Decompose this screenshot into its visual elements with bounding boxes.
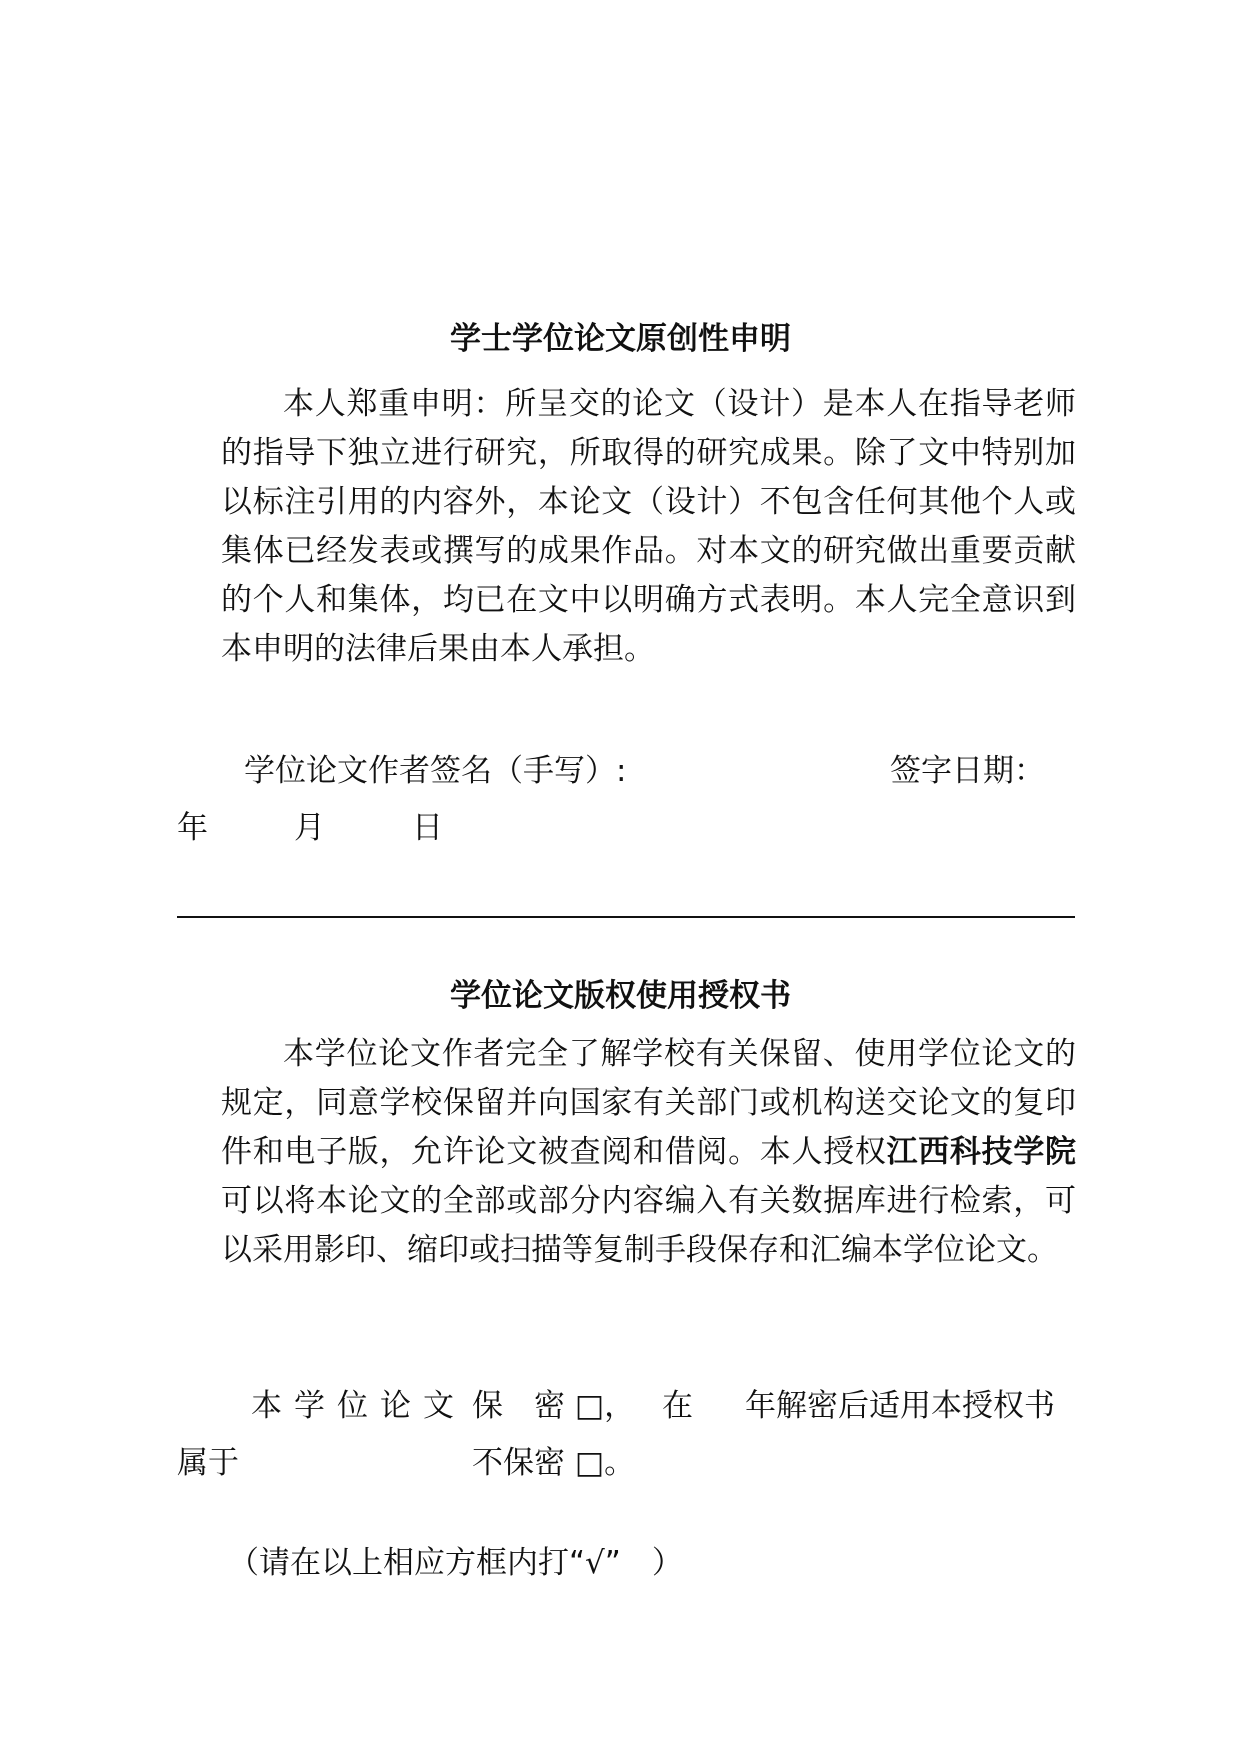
university-name: 江西科技学院 <box>886 1134 1077 1170</box>
date-year-label: 年 <box>177 810 208 846</box>
authorization-title: 学位论文版权使用授权书 <box>450 978 791 1014</box>
secret-option[interactable]: 保 密 □， <box>472 1388 636 1424</box>
authorization-body <box>221 1030 1076 1275</box>
not-secret-option[interactable]: 不保密 □。 <box>472 1445 636 1481</box>
authorization-body-part1: 本学位论文作者完全了解学校有关保留、使用学位论文的规定，同意学校保留并向国家有关部门或机构送交论文的复印件和电子版，允许论文被查阅和借阅。本人授权 <box>221 1036 1076 1170</box>
declaration-body-text: 本人郑重申明：所呈交的论文（设计）是本人在指导老师的指导下独立进行研究，所取得的研究成果。除了文中特别加以标注引用的内容外，本论文（设计）不包含任何其他个人或集体已经发表或撰写的成果作品。对本文的研究做出重要贡献的个人和集体，均已在文中以明确方式表明。本人完全意识到本申明的法律后果由本人承担。 <box>221 386 1076 667</box>
authorization-body-text <box>221 1030 1076 1275</box>
signature-label: 学位论文作者签名（手写）: <box>244 753 627 789</box>
belongs-label-1: 本学位论文 <box>251 1388 466 1424</box>
sign-date-label: 签字日期： <box>890 753 1045 789</box>
date-month-label: 月 <box>294 810 325 846</box>
checkbox-note: （请在以上相应方框内打“√” ） <box>228 1545 683 1581</box>
in-label: 在 <box>662 1388 693 1424</box>
declaration-title: 学士学位论文原创性申明 <box>450 321 791 357</box>
section-divider <box>177 916 1075 918</box>
declaration-body <box>221 380 1076 674</box>
date-day-label: 日 <box>412 810 443 846</box>
authorization-body-part2: 可以将本论文的全部或部分内容编入有关数据库进行检索，可以采用影印、缩印或扫描等复制手段保存和汇编本学位论文。 <box>221 1183 1076 1268</box>
belongs-label-2: 属于 <box>177 1445 239 1481</box>
unlock-text: 年解密后适用本授权书 <box>745 1388 1055 1424</box>
